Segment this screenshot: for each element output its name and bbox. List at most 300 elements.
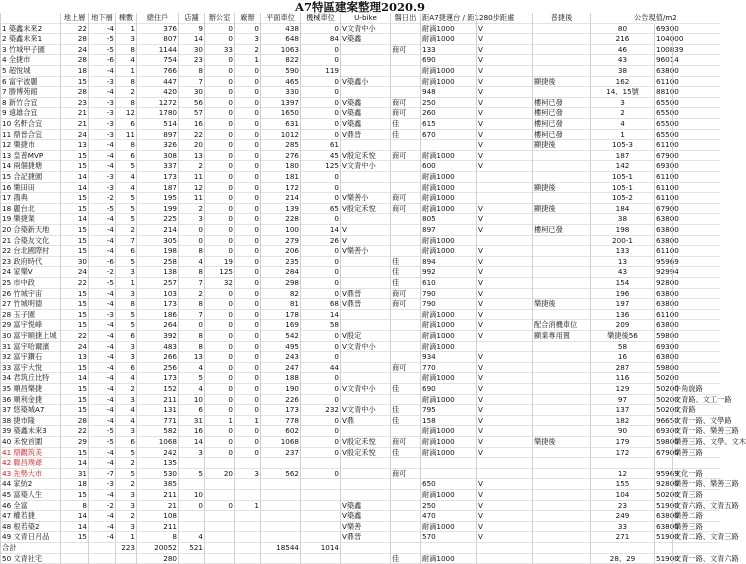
table-cell: 16 bbox=[178, 426, 204, 437]
table-cell: 61100 bbox=[656, 309, 679, 319]
table-cell: 28 bbox=[60, 87, 88, 98]
table-cell bbox=[390, 490, 420, 501]
table-row bbox=[0, 553, 739, 564]
table-cell: 23 bbox=[590, 501, 654, 512]
table-cell bbox=[532, 363, 590, 374]
table-cell: 805 bbox=[420, 214, 476, 225]
table-cell bbox=[390, 342, 420, 353]
table-cell: 279 bbox=[260, 236, 300, 247]
table-cell: 1063 bbox=[260, 45, 300, 56]
table-cell bbox=[672, 130, 720, 141]
header-cell: 醫日出 bbox=[390, 13, 420, 24]
table-cell: 650 bbox=[420, 479, 476, 490]
table-cell: 105-1 bbox=[590, 183, 654, 194]
table-cell: 187 bbox=[590, 151, 654, 162]
table-cell: 50200 bbox=[656, 384, 679, 393]
table-cell: 438 bbox=[260, 24, 300, 35]
table-cell bbox=[390, 246, 420, 257]
table-cell: 0 bbox=[300, 437, 340, 448]
table-cell bbox=[532, 236, 590, 247]
table-cell: 0 bbox=[234, 214, 260, 225]
table-cell: 樓柯已發 bbox=[532, 130, 590, 141]
table-cell: 470 bbox=[420, 511, 476, 522]
project-name-cell: 35 順昌樂捷 bbox=[0, 384, 60, 395]
table-cell: 耐滴1000 bbox=[420, 448, 476, 459]
project-name-cell: 47 權若捷 bbox=[0, 511, 60, 522]
table-cell bbox=[672, 204, 720, 215]
table-cell: 92800 bbox=[656, 479, 679, 489]
table-row bbox=[0, 108, 720, 119]
table-cell bbox=[532, 416, 590, 427]
table-cell: 8 bbox=[178, 267, 204, 278]
table-cell: 2 bbox=[115, 511, 136, 522]
table-cell bbox=[234, 554, 260, 564]
table-cell: 14 bbox=[60, 183, 88, 194]
table-cell: V bbox=[476, 151, 532, 162]
table-cell: 耐滴1000 bbox=[420, 193, 476, 204]
table-cell: 260 bbox=[420, 108, 476, 119]
table-cell: 69300 bbox=[656, 161, 679, 171]
table-cell: 1012 bbox=[260, 130, 300, 141]
header-cell: 棟數 bbox=[115, 13, 136, 24]
table-cell bbox=[672, 342, 720, 353]
table-cell: 10 bbox=[178, 395, 204, 406]
table-cell: -5 bbox=[88, 204, 115, 215]
table-cell: 4 bbox=[178, 532, 204, 543]
table-cell: 28 bbox=[60, 55, 88, 66]
table-cell: 243 bbox=[260, 352, 300, 363]
table-cell: 耐滴1000 bbox=[420, 172, 476, 183]
table-cell bbox=[420, 458, 476, 469]
table-cell: 0 bbox=[234, 448, 260, 459]
table-cell: 0 bbox=[204, 310, 234, 321]
table-cell: 0 bbox=[204, 246, 234, 257]
table-cell: V樂善小 bbox=[340, 246, 390, 257]
table-row bbox=[0, 225, 720, 236]
table-row bbox=[0, 352, 720, 363]
table-cell: 配合消機車位 bbox=[532, 320, 590, 331]
table-cell bbox=[390, 55, 420, 66]
table-row bbox=[0, 257, 720, 268]
table-cell: -7 bbox=[88, 469, 115, 480]
project-name-cell: 16 樂田田 bbox=[0, 183, 60, 194]
table-cell: -4 bbox=[88, 384, 115, 395]
table-cell: 5 bbox=[178, 469, 204, 480]
table-cell bbox=[390, 522, 420, 533]
table-row bbox=[0, 140, 720, 151]
project-name-cell: 19 樂捷業 bbox=[0, 214, 60, 225]
table-cell: 65500 bbox=[656, 119, 679, 128]
table-cell: V bbox=[476, 511, 532, 522]
table-cell: 5 bbox=[115, 161, 136, 172]
table-row bbox=[0, 394, 732, 406]
table-cell: 31 bbox=[60, 469, 88, 480]
table-cell: 18 bbox=[60, 479, 88, 490]
table-cell: V築鑫 bbox=[340, 511, 390, 522]
table-cell: 447 bbox=[136, 77, 178, 88]
table-cell: 0 bbox=[204, 24, 234, 35]
table-cell bbox=[234, 532, 260, 543]
table-cell: 佳 bbox=[390, 416, 420, 427]
table-cell bbox=[88, 554, 115, 564]
table-cell: 18544 bbox=[260, 543, 300, 554]
table-cell bbox=[532, 246, 590, 257]
table-row bbox=[0, 405, 720, 416]
table-cell: 807 bbox=[136, 34, 178, 45]
table-cell: 631 bbox=[260, 119, 300, 130]
table-row bbox=[0, 130, 720, 141]
table-cell: 197 bbox=[590, 299, 654, 310]
table-cell: 63800 bbox=[656, 521, 679, 531]
project-name-cell: 40 禾悅首圍 bbox=[0, 437, 60, 448]
table-cell: -4 bbox=[88, 395, 115, 406]
table-cell: 242 bbox=[136, 448, 178, 459]
table-cell bbox=[672, 55, 720, 66]
table-cell: 80 bbox=[590, 24, 654, 35]
project-name-cell: 34 君筑丘比特 bbox=[0, 373, 60, 384]
table-cell: 耐滴1000 bbox=[420, 426, 476, 437]
table-cell: 商可 bbox=[390, 108, 420, 119]
table-cell: 90 bbox=[590, 426, 654, 437]
table-cell: 15 bbox=[60, 299, 88, 310]
table-cell: 173 bbox=[136, 172, 178, 183]
table-cell bbox=[60, 543, 88, 554]
table-cell: 耐滴1000 bbox=[420, 395, 476, 406]
table-cell: -4 bbox=[88, 405, 115, 416]
table-cell: 7 bbox=[178, 278, 204, 289]
table-cell: 0 bbox=[300, 331, 340, 342]
table-cell: 81 bbox=[260, 299, 300, 310]
table-cell: 226 bbox=[260, 395, 300, 406]
table-cell bbox=[390, 395, 420, 406]
table-cell: 897 bbox=[136, 130, 178, 141]
table-cell: 0 bbox=[234, 384, 260, 395]
table-cell: V bbox=[476, 373, 532, 384]
table-cell bbox=[390, 214, 420, 225]
table-cell: 7 bbox=[115, 236, 136, 247]
table-cell: -4 bbox=[88, 87, 115, 98]
table-cell: V bbox=[476, 479, 532, 490]
table-cell bbox=[420, 140, 476, 151]
table-cell bbox=[204, 522, 234, 533]
table-cell: 商可 bbox=[390, 299, 420, 310]
table-cell: 耐滴1000 bbox=[420, 320, 476, 331]
table-cell: 0 bbox=[234, 172, 260, 183]
table-row bbox=[0, 161, 720, 172]
project-name-cell: 21 合築友文化 bbox=[0, 236, 60, 247]
project-name-cell: 18 麗台北 bbox=[0, 204, 60, 215]
table-cell: 0 bbox=[300, 98, 340, 109]
table-row bbox=[0, 246, 720, 257]
table-cell: V bbox=[476, 108, 532, 119]
table-cell bbox=[204, 490, 234, 501]
table-cell: 0 bbox=[204, 352, 234, 363]
table-cell: 商可 bbox=[390, 289, 420, 300]
table-cell: 4 bbox=[590, 119, 654, 130]
table-row bbox=[0, 34, 720, 45]
table-cell bbox=[234, 543, 260, 554]
table-cell: 0 bbox=[234, 98, 260, 109]
table-cell: -4 bbox=[88, 225, 115, 236]
table-cell: 耐滴1000 bbox=[420, 34, 476, 45]
table-cell: 0 bbox=[234, 151, 260, 162]
table-cell: 1272 bbox=[136, 98, 178, 109]
table-cell: 20052 bbox=[136, 543, 178, 554]
table-row bbox=[0, 320, 720, 331]
table-cell: V文青中小 bbox=[340, 405, 390, 416]
table-cell: 14 bbox=[60, 373, 88, 384]
table-cell: 0 bbox=[234, 161, 260, 172]
table-cell: 3 bbox=[115, 490, 136, 501]
table-cell: 43 bbox=[590, 267, 654, 278]
table-cell: 232 bbox=[300, 405, 340, 416]
table-cell: 69300 bbox=[656, 341, 679, 351]
table-cell bbox=[672, 363, 720, 374]
table-cell: 佳 bbox=[390, 267, 420, 278]
table-cell: 6 bbox=[115, 331, 136, 342]
table-cell: V bbox=[340, 236, 390, 247]
table-row bbox=[0, 267, 720, 278]
table-cell: 2 bbox=[178, 161, 204, 172]
table-cell: 耐滴1000 bbox=[420, 236, 476, 247]
table-cell bbox=[300, 490, 340, 501]
table-cell bbox=[178, 554, 204, 564]
table-cell: 耐滴1000 bbox=[420, 310, 476, 321]
table-cell bbox=[234, 490, 260, 501]
table-cell: 樓柯已發 bbox=[532, 225, 590, 236]
project-name-cell: 32 富宇鑽石 bbox=[0, 352, 60, 363]
table-cell: 0 bbox=[300, 289, 340, 300]
table-cell: 65 bbox=[300, 204, 340, 215]
table-cell: 214 bbox=[260, 193, 300, 204]
table-cell: 0 bbox=[234, 373, 260, 384]
table-cell bbox=[672, 77, 720, 88]
table-cell: 3 bbox=[115, 352, 136, 363]
table-cell bbox=[204, 511, 234, 522]
table-cell: 0 bbox=[204, 225, 234, 236]
table-cell bbox=[654, 543, 672, 554]
table-cell: 1 bbox=[590, 130, 654, 141]
table-cell: 63800 bbox=[656, 288, 679, 298]
table-cell: 佳 bbox=[390, 130, 420, 141]
table-cell: -2 bbox=[88, 501, 115, 512]
table-cell: 184 bbox=[590, 204, 654, 215]
table-cell: 63800 bbox=[656, 225, 679, 234]
table-cell: -5 bbox=[88, 45, 115, 56]
table-cell: 7 bbox=[178, 310, 204, 321]
table-cell bbox=[340, 45, 390, 56]
table-cell: 211 bbox=[136, 490, 178, 501]
table-cell: 商可 bbox=[390, 469, 420, 480]
table-cell: V bbox=[476, 161, 532, 172]
header-cell: 總住戶 bbox=[136, 13, 178, 24]
table-cell: 耐滴1000 bbox=[420, 490, 476, 501]
table-cell: 0 bbox=[204, 183, 234, 194]
table-cell: -4 bbox=[88, 246, 115, 257]
table-cell: 14 bbox=[60, 214, 88, 225]
table-cell: 14 bbox=[300, 225, 340, 236]
table-cell: 84 bbox=[300, 34, 340, 45]
table-row bbox=[0, 363, 720, 374]
table-cell: V bbox=[476, 77, 532, 88]
table-cell bbox=[532, 172, 590, 183]
table-cell: 樂善三路、文學、文木 bbox=[674, 437, 746, 446]
table-cell: 23 bbox=[60, 98, 88, 109]
table-cell bbox=[390, 225, 420, 236]
table-cell: 690 bbox=[420, 384, 476, 395]
table-row bbox=[0, 511, 720, 522]
header-cell: 普捷後 bbox=[532, 13, 590, 24]
table-cell: 0 bbox=[234, 320, 260, 331]
table-cell: 198 bbox=[590, 225, 654, 236]
table-cell: 22 bbox=[178, 130, 204, 141]
table-cell: 0 bbox=[234, 108, 260, 119]
table-cell: 4 bbox=[115, 373, 136, 384]
table-cell: -4 bbox=[88, 151, 115, 162]
table-cell bbox=[390, 373, 420, 384]
table-cell: 30 bbox=[178, 87, 204, 98]
table-cell: 樂捷後56 bbox=[590, 331, 654, 342]
table-cell bbox=[532, 384, 590, 395]
table-cell: 15 bbox=[60, 532, 88, 543]
table-cell: V築鑫 bbox=[340, 98, 390, 109]
table-cell: 0 bbox=[204, 342, 234, 353]
table-cell: 2 bbox=[178, 204, 204, 215]
table-cell: 耐滴1000 bbox=[420, 246, 476, 257]
table-cell: 0 bbox=[204, 151, 234, 162]
table-cell: 18 bbox=[60, 66, 88, 77]
table-cell: 8 bbox=[115, 140, 136, 151]
table-row bbox=[0, 24, 720, 35]
table-cell: -3 bbox=[88, 183, 115, 194]
table-cell: 6 bbox=[178, 405, 204, 416]
table-row bbox=[0, 373, 720, 384]
table-cell bbox=[340, 55, 390, 66]
table-cell: 13 bbox=[60, 352, 88, 363]
table-cell bbox=[532, 469, 590, 480]
project-name-cell: 7 勝博苑館 bbox=[0, 87, 60, 98]
table-cell: 耐滴1000 bbox=[420, 331, 476, 342]
table-cell: 15 bbox=[60, 490, 88, 501]
table-cell bbox=[672, 225, 720, 236]
table-cell: 125 bbox=[300, 161, 340, 172]
project-name-cell: 9 遠雄合宜 bbox=[0, 108, 60, 119]
table-cell: 173 bbox=[136, 299, 178, 310]
table-cell: 169 bbox=[260, 320, 300, 331]
table-cell bbox=[340, 426, 390, 437]
project-name-cell: 37 悠築城A7 bbox=[0, 405, 60, 416]
table-cell bbox=[300, 511, 340, 522]
table-cell: 15 bbox=[60, 363, 88, 374]
table-cell bbox=[390, 77, 420, 88]
table-cell: 82 bbox=[260, 289, 300, 300]
table-cell: -5 bbox=[88, 278, 115, 289]
table-cell: 0 bbox=[300, 426, 340, 437]
table-cell: 0 bbox=[300, 87, 340, 98]
table-cell: 耐滴1000 bbox=[420, 66, 476, 77]
table-cell: 4 bbox=[178, 363, 204, 374]
table-cell bbox=[300, 501, 340, 512]
table-cell bbox=[532, 532, 590, 543]
table-cell: 15 bbox=[60, 193, 88, 204]
table-cell: 61100 bbox=[656, 193, 679, 203]
table-cell: V bbox=[476, 87, 532, 98]
table-cell: 2 bbox=[115, 479, 136, 490]
table-cell: 3 bbox=[115, 426, 136, 437]
table-cell: 0 bbox=[204, 204, 234, 215]
table-cell: 795 bbox=[420, 405, 476, 416]
table-cell: 190 bbox=[260, 384, 300, 395]
table-cell: 116 bbox=[590, 373, 654, 384]
table-cell: 文青一路、文青六路 bbox=[674, 553, 739, 563]
table-cell: 138 bbox=[136, 267, 178, 278]
table-cell: 103 bbox=[136, 289, 178, 300]
table-cell: 22 bbox=[60, 331, 88, 342]
table-cell bbox=[672, 289, 720, 300]
table-cell: 樂善三路 bbox=[672, 448, 720, 459]
table-cell: 14 bbox=[60, 522, 88, 533]
table-cell: 0 bbox=[204, 161, 234, 172]
table-cell bbox=[672, 246, 720, 257]
table-cell: V bbox=[476, 66, 532, 77]
table-cell: 0 bbox=[178, 501, 204, 512]
table-cell: 1068 bbox=[136, 437, 178, 448]
table-cell: 0 bbox=[204, 448, 234, 459]
table-cell: 30 bbox=[60, 257, 88, 268]
table-cell: 文青路 bbox=[672, 405, 720, 416]
table-cell: 0 bbox=[204, 140, 234, 151]
table-cell bbox=[390, 426, 420, 437]
table-cell: 14 bbox=[60, 511, 88, 522]
table-row bbox=[0, 469, 720, 480]
table-cell: 耐滴1000 bbox=[420, 522, 476, 533]
table-cell: 100839 bbox=[656, 44, 684, 54]
table-cell: 0 bbox=[234, 140, 260, 151]
table-cell: 0 bbox=[234, 204, 260, 215]
table-cell bbox=[390, 458, 420, 469]
table-cell: V鼎 bbox=[340, 416, 390, 427]
table-cell: 198 bbox=[136, 246, 178, 257]
table-cell: 225 bbox=[136, 214, 178, 225]
table-cell: 266 bbox=[136, 352, 178, 363]
table-cell: 69300 bbox=[656, 426, 679, 436]
table-cell: 11 bbox=[115, 130, 136, 141]
table-cell: 1 bbox=[115, 24, 136, 35]
table-cell: 1 bbox=[115, 278, 136, 289]
table-cell: 5 bbox=[115, 204, 136, 215]
table-cell: 2 bbox=[234, 45, 260, 56]
table-cell: 670 bbox=[420, 130, 476, 141]
project-name-cell: 29 富宇悦峰 bbox=[0, 320, 60, 331]
table-cell: V築鑫 bbox=[340, 501, 390, 512]
project-name-cell: 8 新竹合宜 bbox=[0, 98, 60, 109]
table-cell: 235 bbox=[260, 257, 300, 268]
table-cell: V bbox=[476, 130, 532, 141]
table-cell bbox=[672, 267, 720, 278]
table-cell: 佳 bbox=[390, 405, 420, 416]
table-cell: 648 bbox=[260, 34, 300, 45]
table-cell: 287 bbox=[590, 363, 654, 374]
table-cell: 5 bbox=[115, 469, 136, 480]
header-row bbox=[0, 13, 720, 24]
table-cell: 590 bbox=[260, 66, 300, 77]
table-cell: 14 bbox=[60, 172, 88, 183]
table-cell bbox=[204, 543, 234, 554]
project-name-cell: 48 根若築2 bbox=[0, 522, 60, 533]
table-cell: 934 bbox=[420, 352, 476, 363]
table-cell bbox=[204, 554, 234, 564]
table-cell: 172 bbox=[590, 448, 654, 459]
